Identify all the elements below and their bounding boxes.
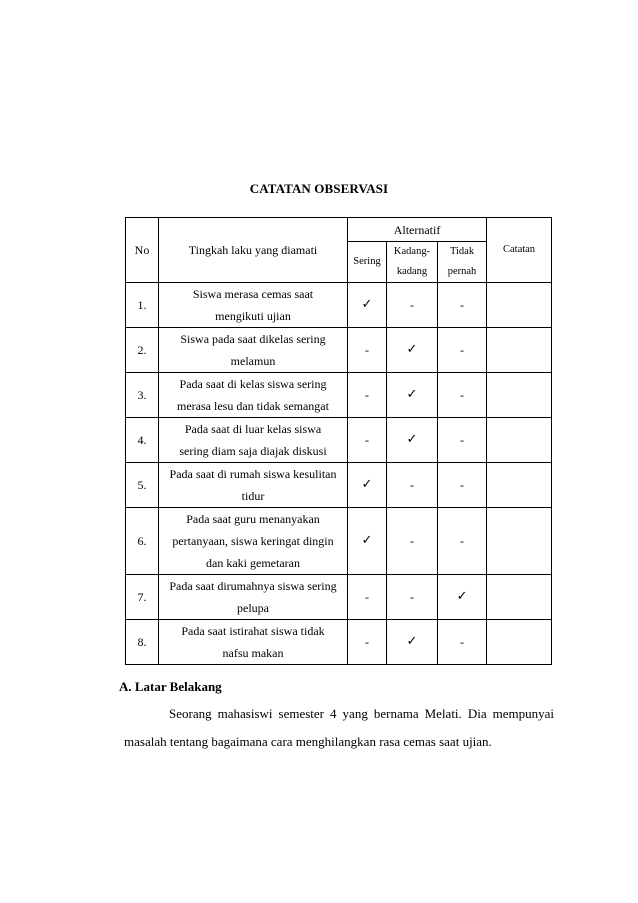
cell-kadang: ✓ bbox=[387, 328, 438, 373]
cell-tidak: - bbox=[438, 418, 487, 463]
behavior-line: mengikuti ujian bbox=[215, 309, 291, 323]
behavior-line: Pada saat di rumah siswa kesulitan bbox=[169, 467, 337, 481]
cell-catatan bbox=[487, 283, 552, 328]
section-heading: A. Latar Belakang bbox=[119, 679, 222, 694]
cell-tidak: - bbox=[438, 283, 487, 328]
behavior-line: Pada saat di luar kelas siswa bbox=[184, 422, 322, 436]
table-row bbox=[126, 328, 552, 373]
row-behavior bbox=[159, 508, 348, 575]
cell-catatan bbox=[487, 620, 552, 665]
cell-sering: ✓ bbox=[348, 463, 387, 508]
behavior-line: sering diam saja diajak diskusi bbox=[179, 444, 327, 458]
table-row bbox=[126, 373, 552, 418]
header-kadang bbox=[387, 242, 438, 283]
header-tidak-line2: pernah bbox=[447, 266, 477, 277]
cell-tidak: - bbox=[438, 620, 487, 665]
cell-catatan bbox=[487, 575, 552, 620]
header-kadang-line2: kadang bbox=[396, 266, 428, 277]
cell-catatan bbox=[487, 508, 552, 575]
cell-sering: - bbox=[348, 328, 387, 373]
table-row bbox=[126, 508, 552, 575]
row-behavior bbox=[159, 463, 348, 508]
cell-sering: ✓ bbox=[348, 283, 387, 328]
behavior-line: Pada saat guru menanyakan bbox=[186, 512, 320, 526]
header-kadang-line1: Kadang- bbox=[393, 246, 431, 257]
behavior-line: Pada saat istirahat siswa tidak bbox=[181, 624, 325, 638]
table-row bbox=[126, 620, 552, 665]
row-number: 5. bbox=[126, 463, 159, 508]
header-sering: Sering bbox=[348, 242, 387, 283]
paragraph-line: masalah tentang bagaimana cara menghilangkan rasa cemas saat ujian. bbox=[124, 734, 492, 749]
page-title: CATATAN OBSERVASI bbox=[249, 181, 389, 196]
behavior-line: merasa lesu dan tidak semangat bbox=[177, 399, 329, 413]
row-behavior bbox=[159, 328, 348, 373]
header-catatan: Catatan bbox=[487, 218, 552, 283]
observation-table bbox=[125, 217, 552, 665]
behavior-line: pertanyaan, siswa keringat dingin bbox=[172, 534, 334, 548]
row-behavior bbox=[159, 283, 348, 328]
header-no: No bbox=[126, 218, 159, 283]
paragraph-line: Seorang mahasiswi semester 4 yang bernama Melati. Dia mempunyai bbox=[169, 706, 554, 721]
cell-kadang: - bbox=[387, 508, 438, 575]
behavior-line: melamun bbox=[230, 354, 276, 368]
behavior-line: dan kaki gemetaran bbox=[206, 556, 300, 570]
behavior-line: Pada saat dirumahnya siswa sering bbox=[169, 579, 337, 593]
header-alternatif: Alternatif bbox=[348, 218, 487, 242]
behavior-line: Siswa pada saat dikelas sering bbox=[180, 332, 326, 346]
row-number: 3. bbox=[126, 373, 159, 418]
table-row bbox=[126, 418, 552, 463]
header-tidak bbox=[438, 242, 487, 283]
cell-kadang: - bbox=[387, 463, 438, 508]
cell-sering: - bbox=[348, 575, 387, 620]
cell-catatan bbox=[487, 328, 552, 373]
cell-catatan bbox=[487, 463, 552, 508]
cell-kadang: - bbox=[387, 283, 438, 328]
row-number: 1. bbox=[126, 283, 159, 328]
cell-kadang: - bbox=[387, 575, 438, 620]
behavior-line: tidur bbox=[241, 489, 265, 503]
header-tidak-line1: Tidak bbox=[449, 246, 475, 257]
row-behavior bbox=[159, 418, 348, 463]
cell-kadang: ✓ bbox=[387, 620, 438, 665]
behavior-line: pelupa bbox=[237, 601, 269, 615]
table-row bbox=[126, 283, 552, 328]
row-number: 6. bbox=[126, 508, 159, 575]
cell-tidak: - bbox=[438, 463, 487, 508]
cell-kadang: ✓ bbox=[387, 373, 438, 418]
row-number: 7. bbox=[126, 575, 159, 620]
behavior-line: nafsu makan bbox=[222, 646, 284, 660]
cell-kadang: ✓ bbox=[387, 418, 438, 463]
cell-catatan bbox=[487, 418, 552, 463]
cell-tidak: - bbox=[438, 373, 487, 418]
table-row bbox=[126, 463, 552, 508]
cell-tidak: - bbox=[438, 508, 487, 575]
table-header bbox=[126, 218, 552, 283]
row-behavior bbox=[159, 373, 348, 418]
row-behavior bbox=[159, 620, 348, 665]
behavior-line: Siswa merasa cemas saat bbox=[192, 287, 314, 301]
cell-sering: - bbox=[348, 620, 387, 665]
cell-sering: - bbox=[348, 373, 387, 418]
behavior-line: Pada saat di kelas siswa sering bbox=[179, 377, 327, 391]
header-behavior: Tingkah laku yang diamati bbox=[159, 218, 348, 283]
cell-sering: - bbox=[348, 418, 387, 463]
cell-tidak: ✓ bbox=[438, 575, 487, 620]
row-behavior bbox=[159, 575, 348, 620]
row-number: 2. bbox=[126, 328, 159, 373]
cell-sering: ✓ bbox=[348, 508, 387, 575]
row-number: 4. bbox=[126, 418, 159, 463]
row-number: 8. bbox=[126, 620, 159, 665]
table-row bbox=[126, 575, 552, 620]
cell-tidak: - bbox=[438, 328, 487, 373]
cell-catatan bbox=[487, 373, 552, 418]
